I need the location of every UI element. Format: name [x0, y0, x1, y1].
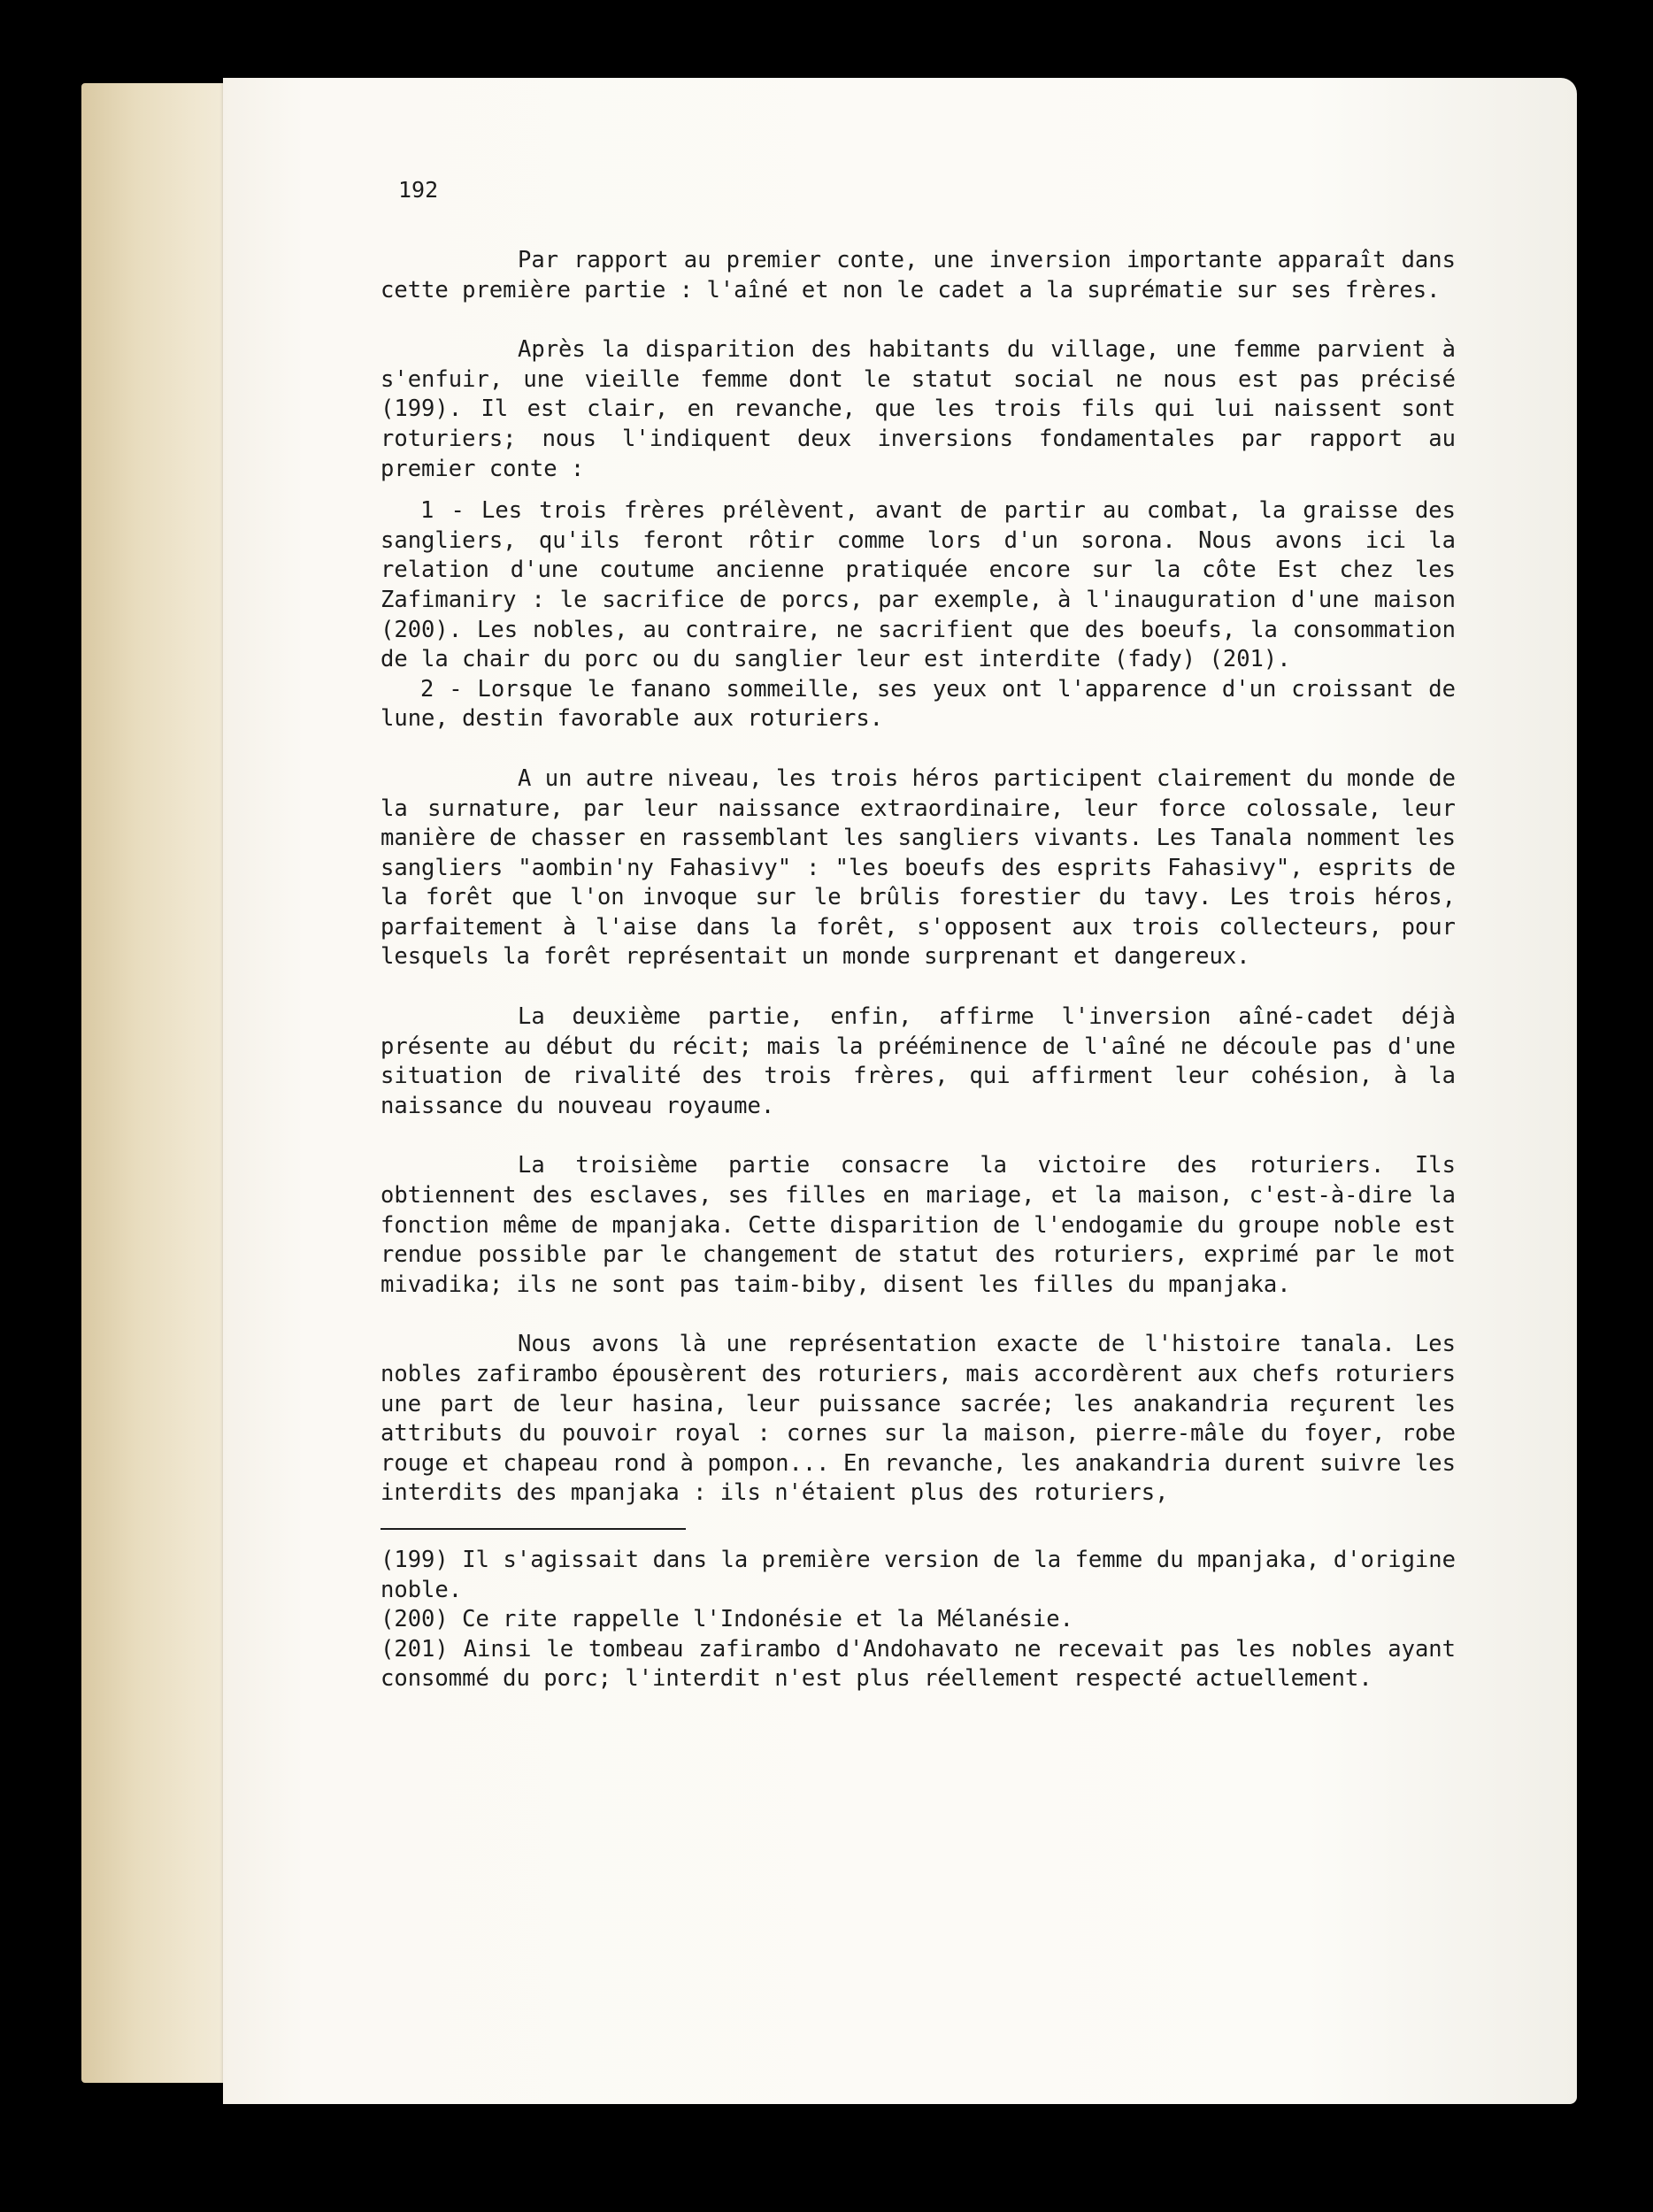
footnote-201: (201) Ainsi le tombeau zafirambo d'Andohavato ne recevait pas les nobles ayant consommé du porc; l'interdit n'est plus réellement respecté actuellement.	[381, 1635, 1456, 1693]
footnote-200: (200) Ce rite rappelle l'Indonésie et la Mélanésie.	[381, 1606, 1073, 1633]
paragraph-1: Par rapport au premier conte, une inversion importante apparaît dans cette première partie : l'aîné et non le cadet a la suprématie sur ses frères.	[381, 247, 1456, 303]
page-body	[381, 246, 1456, 1694]
paragraph-5: A un autre niveau, les trois héros participent clairement du monde de la surnature, par leur naissance extraordinaire, leur force colossale, leur manière de chasser en rassemblant les sangliers vivants. Les Tanala nomment les sangliers "aombin'ny Fahasivy" : "les boeufs des esprits Fahasivy", esprits de la forêt que l'on invoque sur le brûlis forestier du tavy. Les trois héros, parfaitement à l'aise dans la forêt, s'opposent aux trois collecteurs, pour lesquels la forêt représentait un monde surprenant et dangereux.	[381, 764, 1456, 971]
page-block-edge	[81, 83, 236, 2083]
paragraph-8: Nous avons là une représentation exacte de l'histoire tanala. Les nobles zafirambo épousèrent des roturiers, mais accordèrent aux chefs roturiers une part de leur hasina, leur puissance sacrée; les anakandria reçurent les attributs du pouvoir royal : cornes sur la maison, pierre-mâle du foyer, robe rouge et chapeau rond à pompon... En revanche, les anakandria durent suivre les interdits des mpanjaka : ils n'étaient plus des roturiers,	[381, 1331, 1456, 1507]
paragraph-6: La deuxième partie, enfin, affirme l'inversion aîné-cadet déjà présente au début du récit; mais la prééminence de l'aîné ne découle pas d'une situation de rivalité des trois frères, qui affirment leur cohésion, à la naissance du nouveau royaume.	[381, 1003, 1456, 1119]
paragraph-2: Après la disparition des habitants du village, une femme parvient à s'enfuir, une vieille femme dont le statut social ne nous est pas précisé (199). Il est clair, en revanche, que les trois fils qui lui naissent sont roturiers; nous l'indiquent deux inversions fondamentales par rapport au premier conte :	[381, 336, 1456, 482]
footnote-199: (199) Il s'agissait dans la première version de la femme du mpanjaka, d'origine noble.	[381, 1546, 1456, 1603]
footnote-rule	[381, 1528, 686, 1530]
paragraph-4: 2 - Lorsque le fanano sommeille, ses yeux ont l'apparence d'un croissant de lune, destin favorable aux roturiers.	[381, 675, 1456, 733]
paragraph-3: 1 - Les trois frères prélèvent, avant de partir au combat, la graisse des sangliers, qu'ils feront rôtir comme lors d'un sorona. Nous avons ici la relation d'une coutume ancienne pratiquée encore sur la côte Est chez les Zafimaniry : le sacrifice de porcs, par exemple, à l'inauguration d'une maison (200). Les nobles, au contraire, ne sacrifient que des boeufs, la consommation de la chair du porc ou du sanglier leur est interdite (fady) (201).	[381, 497, 1456, 673]
page-number: 192	[398, 177, 439, 203]
paragraph-7: La troisième partie consacre la victoire des roturiers. Ils obtiennent des esclaves, ses filles en mariage, et la maison, c'est-à-dire la fonction même de mpanjaka. Cette disparition de l'endogamie du groupe noble est rendue possible par le changement de statut des roturiers, exprimé par le mot mivadika; ils ne sont pas taim-biby, disent les filles du mpanjaka.	[381, 1152, 1456, 1298]
